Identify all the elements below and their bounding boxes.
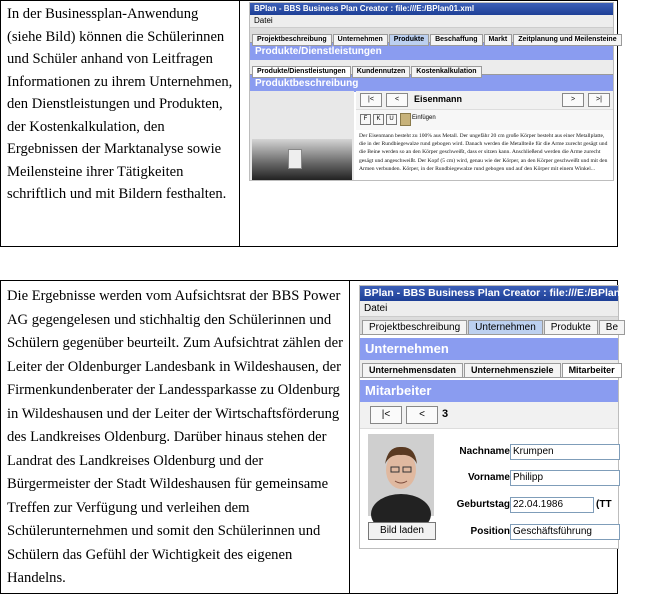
tab-zeitplanung[interactable]: Zeitplanung und Meilensteine: [513, 34, 621, 46]
italic-button[interactable]: K: [373, 114, 384, 125]
section-title: Produkte/Dienstleistungen: [250, 43, 613, 60]
main-tab-bar: [360, 317, 618, 335]
tab-markt[interactable]: Markt: [484, 34, 513, 46]
menu-datei[interactable]: Datei: [254, 16, 273, 25]
tab-projektbeschreibung[interactable]: Projektbeschreibung: [252, 34, 332, 46]
sub-tab-bar: [360, 360, 618, 378]
first-record-button[interactable]: |<: [370, 406, 402, 424]
row1-image-cell: [239, 0, 618, 247]
record-nav-bar: [356, 91, 613, 110]
tab-projektbeschreibung[interactable]: Projektbeschreibung: [362, 320, 467, 335]
format-toolbar: [356, 110, 613, 130]
subtab-kundennutzen[interactable]: Kundennutzen: [352, 66, 411, 78]
record-nav-bar: [360, 402, 618, 429]
subtab-kostenkalkulation[interactable]: Kostenkalkulation: [411, 66, 481, 78]
birthday-format-hint: (TT: [596, 499, 612, 510]
load-image-button[interactable]: Bild laden: [368, 522, 436, 540]
subsection-title: Mitarbeiter: [360, 380, 618, 402]
paste-button[interactable]: Einfügen: [412, 115, 436, 121]
product-image: [250, 91, 354, 180]
product-description-text[interactable]: Der Eisenmann besteht zu 100% aus Metall. Der ungefähr 20 cm große Körper besteht aus einer Metallplatte, die in der Rundbiegewalze rund gebogen wird. Danach werden die Metallteile für die Arme zurecht gesägt und die Beine werden so an den Körper geschweißt, dass er sitzen kann. Anschließend werden die Arme zurecht gesägt und angeschweißt. Der Kopf (5 cm) wird, genau wie der Körper, an den Körper geschweißt und mit den Armen verbunden. Körper, in der Rundbiegewalze rund gebogen und auf den Körper mit einem Winkel...: [359, 133, 608, 172]
tab-unternehmen[interactable]: Unternehmen: [468, 320, 543, 335]
subtab-unternehmensdaten[interactable]: Unternehmensdaten: [362, 363, 463, 378]
employee-photo: [368, 434, 434, 516]
app-window-employees: [360, 286, 653, 548]
position-input[interactable]: Geschäftsführung: [510, 524, 620, 540]
birthday-label: Geburtstag: [456, 499, 510, 510]
next-record-button[interactable]: >: [562, 93, 584, 107]
tab-beschaffung[interactable]: Be: [599, 320, 625, 335]
underline-button[interactable]: U: [386, 114, 397, 125]
position-label: Position: [470, 526, 510, 537]
record-number: 3: [442, 408, 449, 420]
firstname-label: Vorname: [467, 472, 510, 483]
birthday-input[interactable]: 22.04.1986: [510, 497, 594, 513]
lastname-input[interactable]: Krumpen: [510, 444, 620, 460]
menu-datei[interactable]: Datei: [364, 303, 388, 314]
prev-record-button[interactable]: <: [406, 406, 438, 424]
firstname-input[interactable]: Philipp: [510, 470, 620, 486]
paste-icon[interactable]: [400, 113, 411, 126]
row2-text-cell: [0, 280, 350, 594]
subtab-unternehmensziele[interactable]: Unternehmensziele: [464, 363, 561, 378]
row1-text-cell: [0, 0, 240, 247]
row1-paragraph: In der Businessplan-Anwendung (siehe Bild) können die Schülerinnen und Schüler anhand von Leitfragen Informationen zu ihrem Unternehmen, den Dienstleistungen und Produkten, der Kostenkalkulation, den Ergebnissen der Marktanalyse sowie Meilensteine ihrer Tätigkeiten schriftlich und mit Bildern festhalten.: [7, 6, 233, 202]
last-record-button[interactable]: >|: [588, 93, 610, 107]
sub-tab-bar: [250, 60, 613, 75]
window-title-bar: BPlan - BBS Business Plan Creator : file:///E:/BPlan01.xml: [360, 286, 618, 301]
lastname-label: Nachname: [459, 446, 510, 457]
section-title: Unternehmen: [360, 338, 618, 360]
window-title-bar: BPlan - BBS Business Plan Creator : file:///E:/BPlan01.xml: [250, 3, 613, 15]
tab-produkte[interactable]: Produkte: [544, 320, 598, 335]
row2-image-cell: [349, 280, 653, 594]
subtab-mitarbeiter[interactable]: Mitarbeiter: [562, 363, 622, 378]
tab-unternehmen[interactable]: Unternehmen: [333, 34, 388, 46]
prev-record-button[interactable]: <: [386, 93, 408, 107]
row2-paragraph: Die Ergebnisse werden vom Aufsichtsrat der BBS Power AG gegengelesen und stichhaltig den Schülerinnen und Schülern gegenüber beurteilt. Zum Aufsichtrat zählen der Leiter der Oldenburger Landesbank in Wildeshausen, der Firmenkundenberater der Landessparkasse zu Oldenburg in Wildeshausen und der Leiter der Wirtschaftsförderung des Landkreises Oldenburg. Darüber hinaus stehen der Landrat des Landkreises Oldenburg und der Bürgermeister der Stadt Wildeshausen für gemeinsame Treffen zur Verfügung und verleihen dem Schülerunternehmen und somit den Schülerinnen und Schülern das Gefühl der Wichtigkeit des eigenen Handelns.: [7, 288, 343, 586]
tab-beschaffung[interactable]: Beschaffung: [430, 34, 482, 46]
record-name: Eisenmann: [414, 94, 463, 104]
subtab-produkte[interactable]: Produkte/Dienstleistungen: [252, 66, 351, 78]
app-window-products: [250, 3, 617, 180]
tab-produkte[interactable]: Produkte: [389, 34, 429, 46]
first-record-button[interactable]: |<: [360, 93, 382, 107]
main-tab-bar: [250, 28, 617, 43]
bold-button[interactable]: F: [360, 114, 371, 125]
subsection-title: Produktbeschreibung: [250, 75, 613, 92]
